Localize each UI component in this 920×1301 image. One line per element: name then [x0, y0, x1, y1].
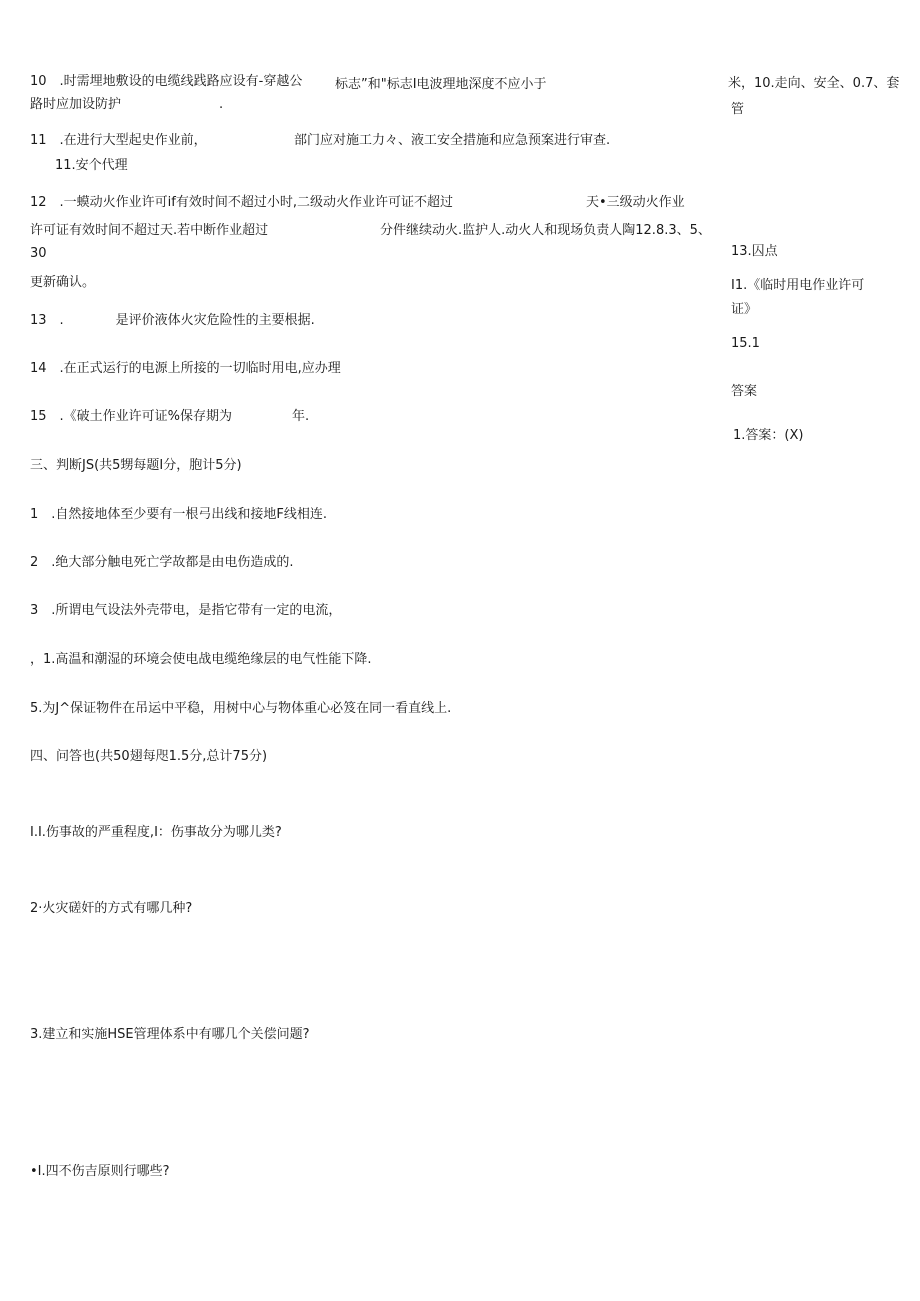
section4-question: 2·火灾磋奸的方式有哪几种? [30, 901, 193, 916]
section4-question: 3.建立和实施HSE管理体系中有哪几个关偿问题? [30, 1027, 310, 1042]
q15-right: 年. [292, 409, 310, 424]
q11-line1-left: 11 .在进行大型起史作业前， [30, 133, 207, 148]
q10-line2: 路时应加设防护 [30, 97, 122, 112]
q10-answer-line1: 米，10.走向、安全、0.7、套 [728, 76, 900, 91]
q12-line1-left: 12 .一蟆动火作业许可if有效时间不超过小时,二级动火作业许可证不超过 [30, 195, 453, 210]
answer-15: 15.1 [731, 336, 760, 351]
q12-line3: 30 [30, 246, 47, 261]
q15-left: 15 .《破土作业许可证%保存期为 [30, 409, 233, 424]
section3-item: 2 .绝大部分触电死亡学故都是由电伤造成的. [30, 555, 294, 570]
q12-line2-right: 分件继续动火.监护人.动火人和现场负责人陶12.8.3、5、 [380, 223, 711, 238]
q12-line2-left: 许可证有效时间不超过天.若中断作业超过 [30, 223, 269, 238]
answer-1: 1.答案：(X) [733, 428, 804, 443]
q10-mid-text: 标志”和"标志I电波理地深度不应小于 [335, 77, 547, 92]
q12-line1-right: 天•三级动火作业 [586, 195, 685, 210]
section4-question: •I.四不伤吉原则行哪些? [30, 1164, 170, 1179]
q11-line1-right: 部门应对施工力々、液工安全措施和应急预案进行审查. [294, 133, 611, 148]
answer-14-line2: 证》 [731, 302, 758, 317]
q10-answer-line2: 管 [731, 102, 745, 117]
section4-question: I.I.伤事故的严重程度,I：伤事故分为哪儿类? [30, 825, 282, 840]
q13: 13 . 是评价液体火灾危险性的主要根据. [30, 313, 315, 328]
section3-item: 5.为J^保证物件在吊运中平稳，用树中心与物体重心必笈在同一看直线上. [30, 701, 452, 716]
q10-dot: . [219, 97, 224, 112]
section3-item: 3 .所谓电气设法外壳带电，是指它带有一定的电流， [30, 603, 342, 618]
section4-title: 四、问答也(共50翅每咫1.5分,总计75分) [30, 749, 268, 764]
answers-heading: 答案 [731, 384, 758, 399]
section3-title: 三、判断JS(共5甥每题I分，胞计5分) [30, 458, 242, 473]
q11-answer: 11.安个代理 [55, 158, 128, 173]
q12-line4: 更新确认。 [30, 275, 96, 290]
answer-14-line1: I1.《临时用电作业许可 [731, 278, 865, 293]
section3-item: 1 .自然接地体至少要有一根弓出线和接地F线相连. [30, 507, 328, 522]
answer-13: 13.囚点 [731, 244, 778, 259]
q10-line1: 10 .时需埋地敷设的电缆线践路应设有-穿越公 [30, 74, 303, 89]
section3-item: ，1.高温和潮湿的环境会使电战电缆绝缘层的电气性能下降. [30, 652, 372, 667]
q14: 14 .在正式运行的电源上所接的一切临时用电,应办理 [30, 361, 341, 376]
